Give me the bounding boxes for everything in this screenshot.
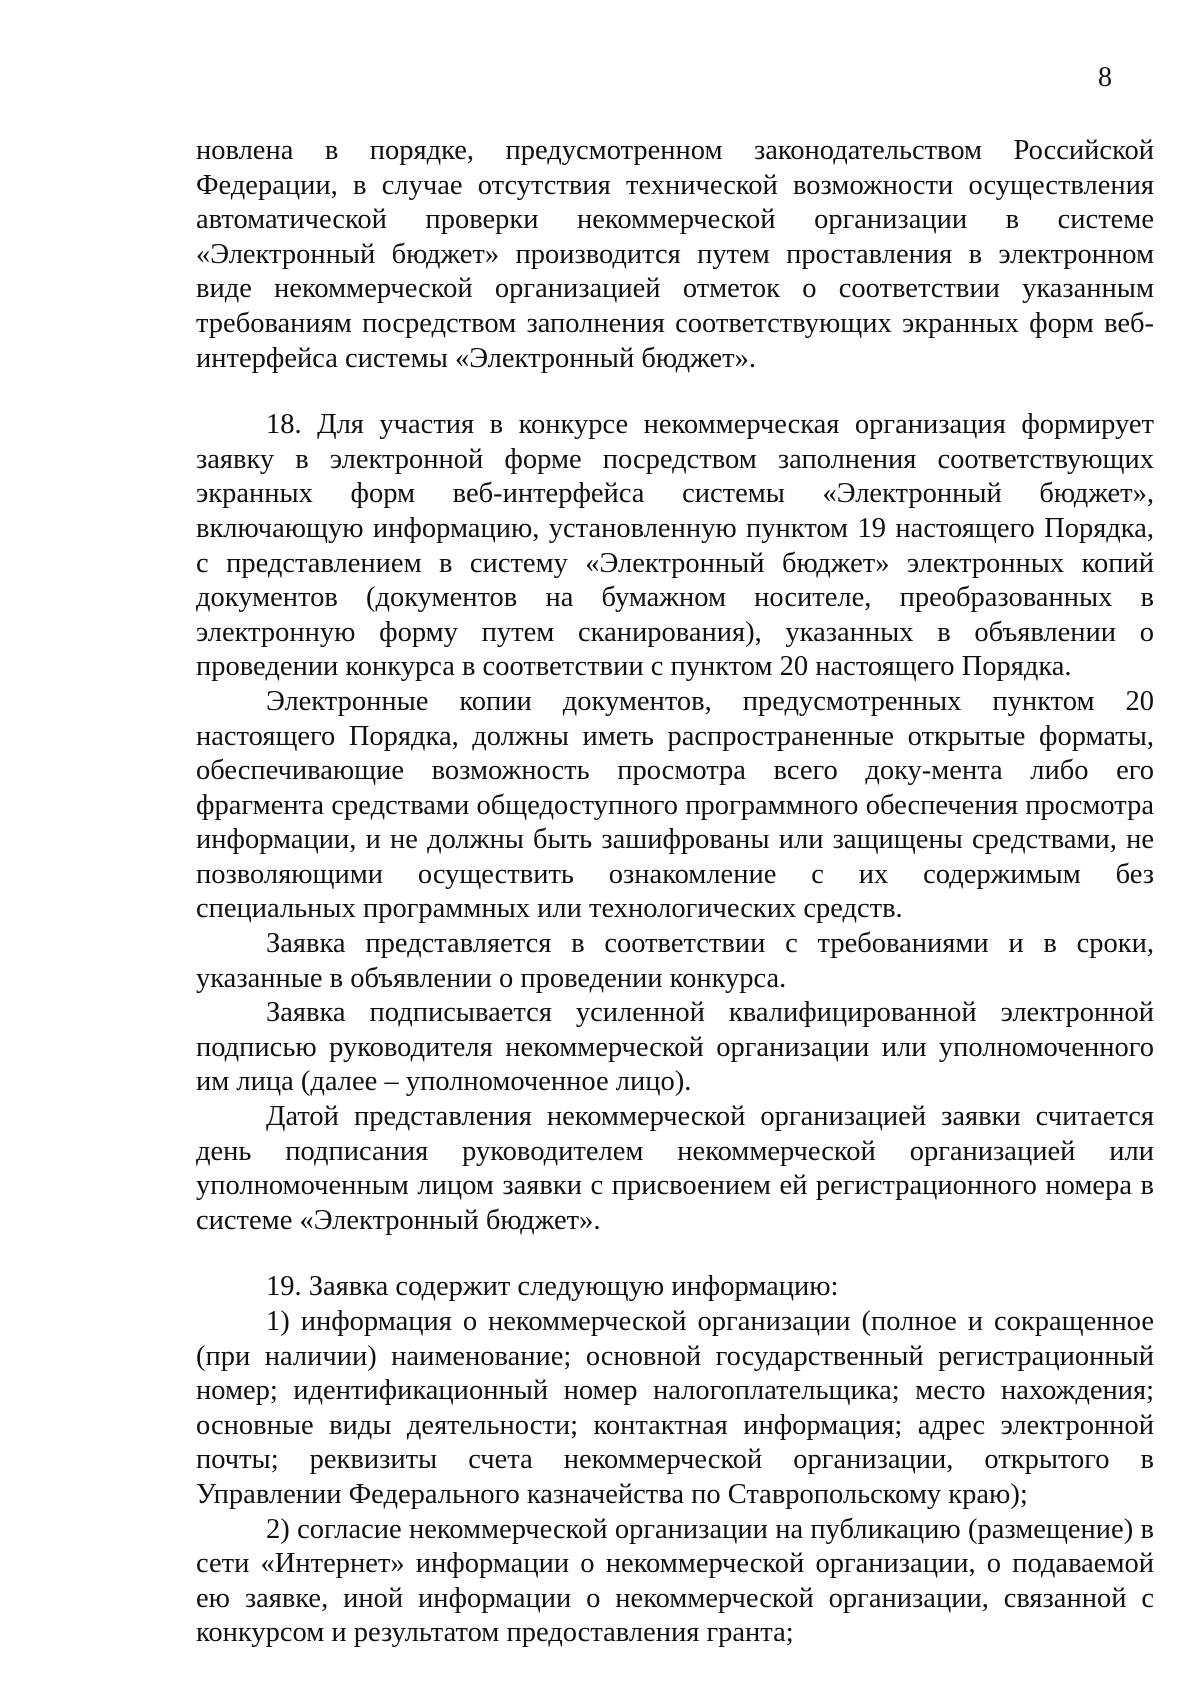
paragraph-item-19-2: 2) согласие некоммерческой организации на публикацию (размещение) в сети «Интернет» информации о некоммерческой организации, о подаваемой ею заявке, иной информации о некоммерческой организации, связанной с конкурсом и результатом предоставления гранта; <box>196 1513 1154 1649</box>
paragraph-application-submission: Заявка представляется в соответствии с требованиями и в сроки, указанные в объявлении о проведении конкурса. <box>196 928 1154 994</box>
paragraph-submission-date: Датой представления некоммерческой организацией заявки считается день подписания руководителем некоммерческой организацией или уполномоченным лицом заявки с присвоением ей регистрационного номера в системе «Электронный бюджет». <box>196 1101 1154 1236</box>
paragraph-application-signature: Заявка подписывается усиленной квалифицированной электронной подписью руководителя некоммерческой организации или уполномоченного им лица (далее – уполномоченное лицо). <box>196 997 1154 1098</box>
paragraph-item-19-1: 1) информация о некоммерческой организации (полное и сокращенное (при наличии) наименование; основной государственный регистрационный номер; идентификационный номер налогоплательщика; место нахождения; основные виды деятельности; контактная информация; адрес электронной почты; реквизиты счета некоммерческой организации, открытого в Управлении Федерального казначейства по Ставропольскому краю); <box>196 1306 1154 1510</box>
paragraph-continuation: новлена в порядке, предусмотренном законодательством Российской Федерации, в случае отсутствия технической возможности осуществления автоматической проверки некоммерческой организации в системе «Электронный бюджет» производится путем проставления в электронном виде некоммерческой организацией отметок о соответствии указанным требованиям посредством заполнения соответствующих экранных форм веб-интерфейса системы «Электронный бюджет». <box>196 135 1154 374</box>
paragraph-item-18: 18. Для участия в конкурсе некоммерческая организация формирует заявку в электронной форме посредством заполнения соответствующих экранных форм веб-интерфейса системы «Электронный бюджет», включающую информацию, установленную пунктом 19 настоящего Порядка, с представлением в систему «Электронный бюджет» электронных копий документов (документов на бумажном носителе, преобразованных в электронную форму путем сканирования), указанных в объявлении о проведении конкурса в соответствии с пунктом 20 настоящего Порядка. <box>196 409 1154 683</box>
paragraph-electronic-copies: Электронные копии документов, предусмотренных пунктом 20 настоящего Порядка, должны иметь распространенные открытые форматы, обеспечивающие возможность просмотра всего доку-мента либо его фрагмента средствами общедоступного программного обеспечения просмотра информации, и не должны быть зашифрованы или защищены средствами, не позволяющими осуществить ознакомление с их содержимым без специальных программных или технологических средств. <box>196 685 1154 925</box>
document-body <box>196 134 1154 1651</box>
paragraph-item-19: 19. Заявка содержит следующую информацию: <box>266 1271 839 1303</box>
page-number: 8 <box>1098 62 1112 93</box>
